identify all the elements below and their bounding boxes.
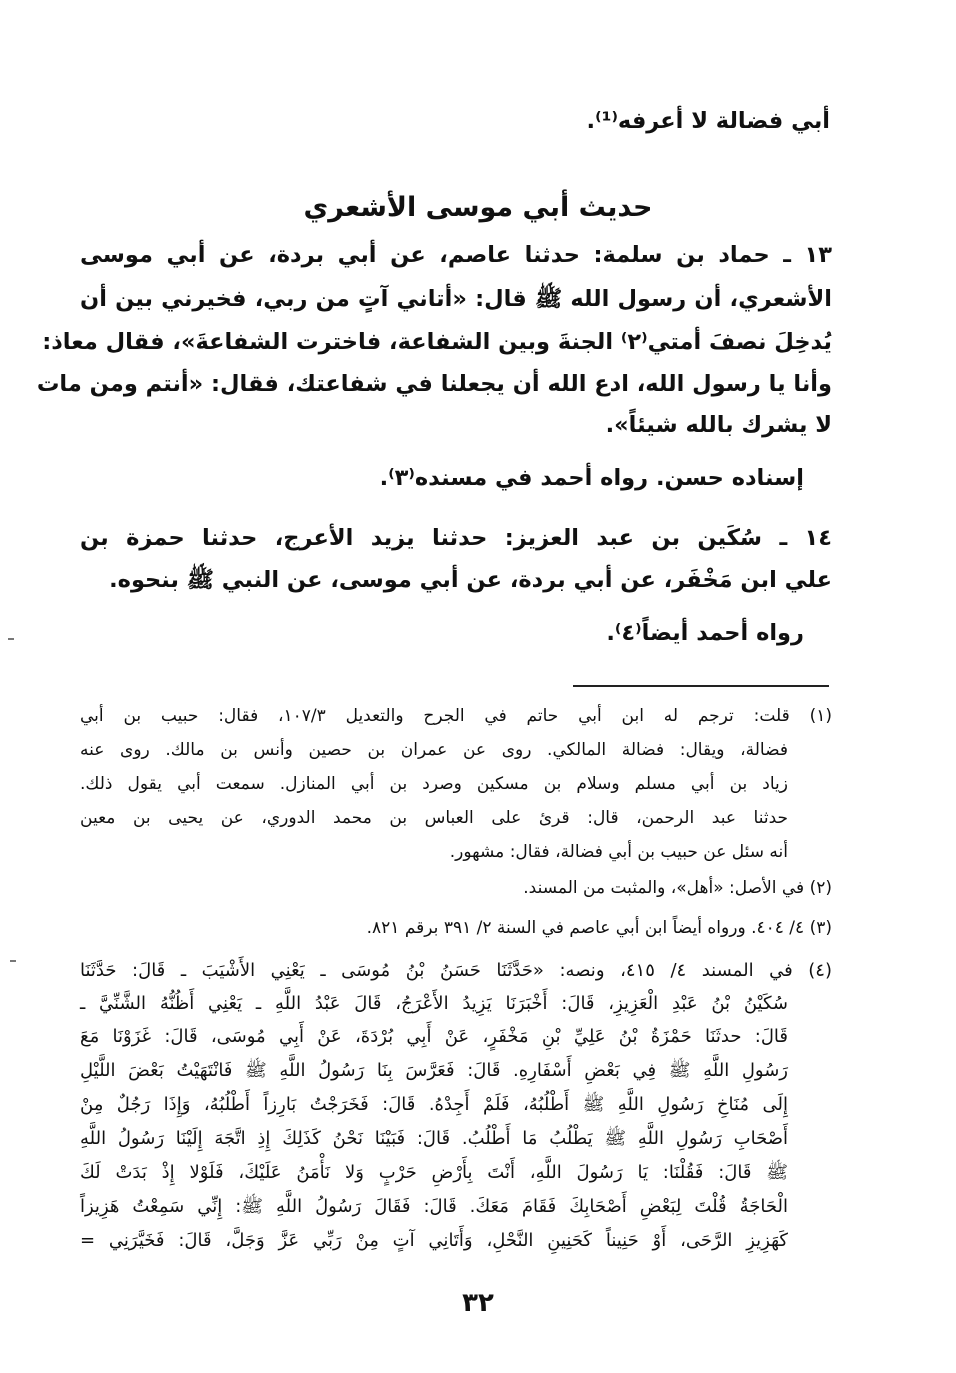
- hadith-13-line-1: ١٣ ـ حماد بن سلمة: حدثنا عاصم، عن أبي بردة، عن أبي موسى: [80, 242, 832, 268]
- footnote-2: (٢) في الأصل: «أهل»، والمثبت من المسند.: [523, 878, 832, 898]
- footnote-4-line-2: سُكَيْنُ بْنُ عَبْدِ الْعَزِيزِ، قَالَ: أَخْبَرَنَا يَزِيدُ الأَعْرَجُ، قَالَ عَبْدُ اللَّهِ ـ يَعْنِي أَظُنُّهُ الشَّنِّيَّ ـ: [80, 993, 788, 1014]
- footnote-1-line-2: فضالة، ويقال: فضالة المالكي. روى عن عمران بن حصين وأنس بن مالك. روى عنه: [80, 740, 788, 760]
- hadith-14-line-2: علي ابن مَخْفَر، عن أبي بردة، عن أبي موسى، عن النبي ﷺ بنحوه.: [109, 567, 832, 593]
- footnote-4-line-5: إِلَى مُنَاخِ رَسُولِ اللَّهِ ﷺ أَطْلُبُهُ، فَلَمْ أَجِدْهُ. قَالَ: فَخَرَجْتُ بَارِزاً أَطْلُبُهُ، وَإِذَا رَجُلٌ مِنْ: [80, 1094, 788, 1115]
- scan-mark: [8, 638, 14, 640]
- footnote-4-line-1: (٤) في المسند ٤/ ٤١٥، ونصه: «حَدَّثَنَا حَسَنُ بْنُ مُوسَى ـ يَعْنِي الأَشْيَبَ ـ قَالَ: حَدَّثَنَا: [80, 960, 832, 981]
- footnote-3: (٣) ٤/ ٤٠٤. ورواه أيضاً ابن أبي عاصم في السنة ٢/ ٣٩١ برقم ٨٢١.: [366, 918, 832, 938]
- hadith-13-line-3: يُدخِلَ نصفَ أمتي⁽٢⁾ الجنةَ وبين الشفاعة، فاخترت الشفاعةَ»، فقال معاذ:: [42, 329, 832, 355]
- hadith-section-heading: حديث أبي موسى الأشعري: [303, 192, 653, 223]
- footnote-4-line-4: رَسُولِ اللَّهِ ﷺ فِي بَعْضِ أَسْفَارِهِ. قَالَ: فَعَرَّسَ بِنَا رَسُولُ اللَّهِ ﷺ فَانْتَهَيْتُ بَعْضَ اللَّيْلِ: [80, 1060, 788, 1081]
- footnote-4-line-9: كَهَزِيزِ الرَّحَى، أَوْ حَنِيناً كَحَنِينِ النَّحْلِ، وَأَتَانِي آتٍ مِنْ رَبِّي عَزَّ وَجَلَّ، قَالَ: فَخَيَّرَنِي =: [80, 1230, 788, 1251]
- footnote-separator: [573, 685, 829, 687]
- page-number: ٣٢: [462, 1288, 494, 1318]
- isnad-line: إسناده حسن. رواه أحمد في مسنده⁽٣⁾.: [379, 465, 804, 491]
- footnote-4-line-8: الْحَاجَةُ قُلْتَ لِبَعْضِ أَصْحَابِكَ فَقَامَ مَعَكَ. قَالَ: فَقَالَ رَسُولُ اللَّهِ ﷺ: إِنِّي سَمِعْتُ هَزِيزاً: [80, 1196, 788, 1217]
- footnote-1-line-5: أنه سئل عن حبيب بن أبي فضالة، فقال: مشهور.: [449, 842, 788, 862]
- hadith-13-line-5: لا يشرك بالله شيئاً».: [605, 412, 832, 438]
- footnote-1-line-4: حدثنا عبد الرحمن، قال: قرئ على العباس بن محمد الدوري، عن يحيى بن معين: [80, 808, 788, 828]
- footnote-1-line-3: زياد بن أبي مسلم وسلام بن مسكين وصرد بن أبي المنازل. سمعت أبي يقول ذلك.: [80, 774, 788, 794]
- footnote-1-line-1: (١) قلت: ترجم له ابن أبي حاتم في الجرح والتعديل ١٠٧/٣، فقال: حبيب بن أبي: [80, 706, 832, 726]
- footnote-4-line-6: أَصْحَابِ رَسُولِ اللَّهِ ﷺ يَطْلُبُ مَا أَطْلُبُ. قَالَ: فَبَيْنَا نَحْنُ كَذَلِكَ إِذِ اتَّجَهَ إِلَيْنَا رَسُولُ اللَّهِ: [80, 1128, 788, 1149]
- footnote-4-line-7: ﷺ قَالَ: فَقُلْنَا: يَا رَسُولَ اللَّهِ، أَنْتَ بِأَرْضِ حَرْبٍ وَلا نَأْمَنُ عَلَيْكَ، فَلَوْلا إِذْ بَدَتْ لَكَ: [80, 1162, 788, 1183]
- scan-mark: [10, 960, 16, 962]
- hadith-13-line-4: وأنا يا رسول الله، ادع الله أن يجعلنا في شفاعتك، فقال: «أنتم ومن مات: [36, 371, 832, 397]
- footnote-4-line-3: قَالَ: حدثَنَا حَمْزَةُ بْنُ عَلِيِّ بْنِ مَخْفَرٍ، عَنْ أَبِي بُرْدَةَ، عَنْ أَبِي مُوسَى، قَالَ: غَزَوْنَا مَعَ: [80, 1026, 788, 1047]
- hadith-14-line-1: ١٤ ـ سُكَين بن عبد العزيز: حدثنا يزيد الأعرج، حدثنا حمزة بن: [80, 525, 832, 551]
- hadith-13-line-2: الأشعري، أن رسول الله ﷺ قال: «أتاني آتٍ من ربي، فخيرني بين أن: [80, 286, 832, 312]
- rawah-line: رواه أحمد أيضاً⁽٤⁾.: [606, 620, 804, 646]
- intro-line: أبي فضالة لا أعرفه⁽¹⁾.: [586, 108, 830, 134]
